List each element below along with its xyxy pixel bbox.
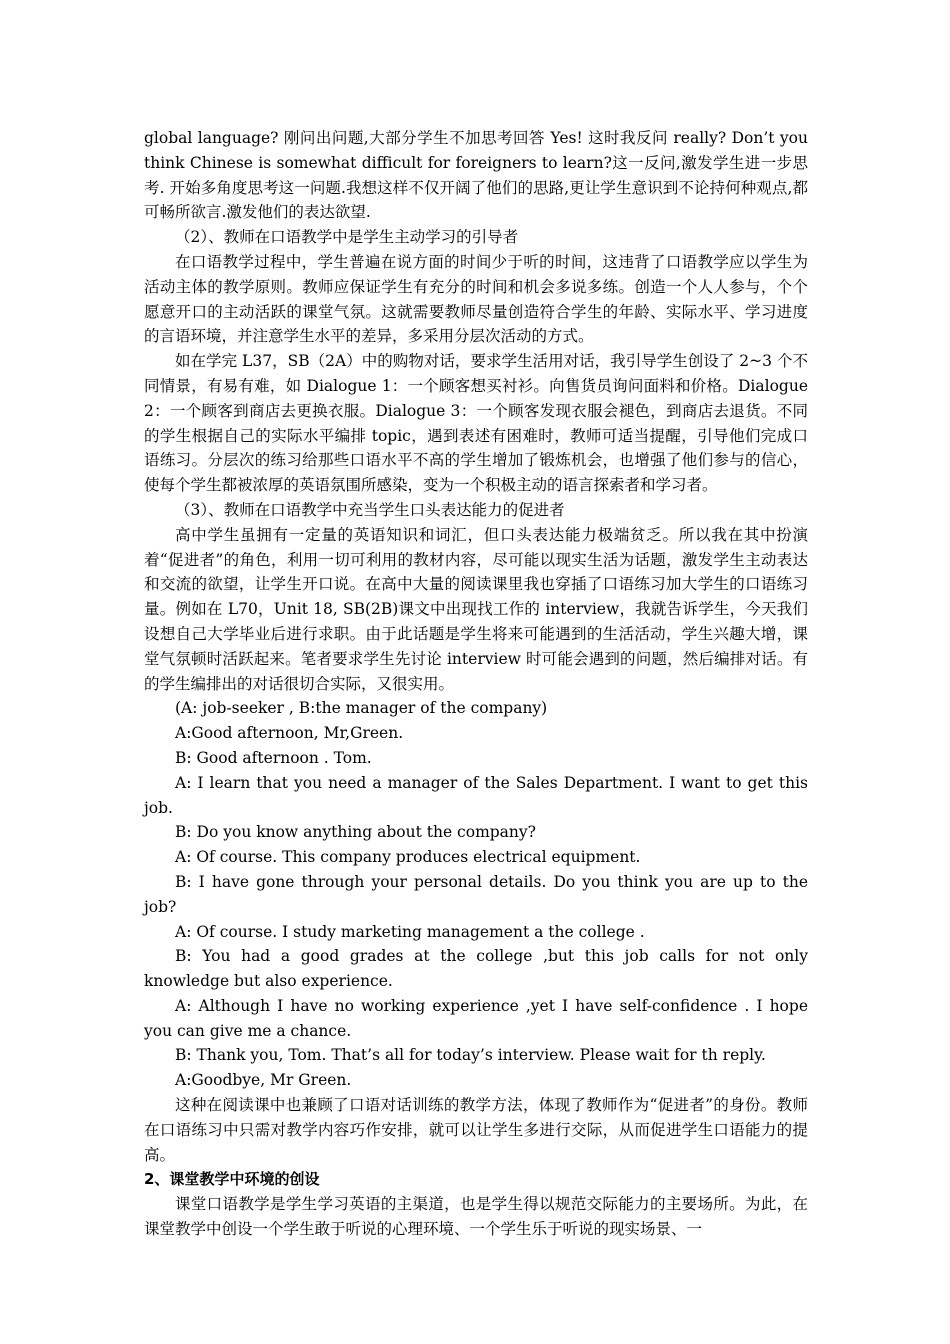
section-heading-classroom-environment: 2、课堂教学中环境的创设 [144, 1170, 320, 1189]
paragraph-high-school-students: 高中学生虽拥有一定量的英语知识和词汇，但口头表达能力极端贫乏。所以我在其中扮演着“促进者”的角色，利用一切可利用的教材内容，尽可能以现实生活为话题，激发学生主动表达和交流的欲望，让学生开口说。在高中大量的阅读课里我也穿插了口语练习加大学生的口语练习量。例如在 L70，Unit 18, SB(2B)课文中出现找工作的 interview，我就告诉学生，今天我们设想自己大学毕业后进行求职。由于此话题是学生将来可能遇到的生活活动，学生兴趣大增，课堂气氛顿时活跃起来。笔者要求学生先讨论 interview 时可能会遇到的问题，然后编排对话。有的学生编排出的对话很切合实际，又很实用。 [144, 525, 808, 693]
paragraph-shopping-dialogue: 如在学完 L37，SB（2A）中的购物对话，要求学生活用对话，我引导学生创设了 2~3 个不同情景，有易有难，如 Dialogue 1：一个顾客想买衬衫。向售货员询问面料和价格。Dialogue 2：一个顾客到商店去更换衣服。Dialogue 3：一个顾客发现衣服会褪色，到商店去退货。不同的学生根据自己的实际水平编排 topic，遇到表述有困难时，教师可适当提醒，引导他们完成口语练习。分层次的练习给那些口语水平不高的学生增加了锻炼机会，也增强了他们参与的信心，使每个学生都被浓厚的英语氛围所感染，变为一个积极主动的语言探索者和学习者。 [144, 352, 808, 495]
dialogue-line: B: You had a good grades at the college ,but this job calls for not only knowledge but also experience. [144, 947, 808, 991]
dialogue-line: A: Of course. This company produces electrical equipment. [175, 848, 641, 867]
paragraph-oral-teaching-process: 在口语教学过程中，学生普遍在说方面的时间少于听的时间，这违背了口语教学应以学生为活动主体的教学原则。教师应保证学生有充分的时间和机会多说多练。创造一个人人参与，个个愿意开口的主动活跃的课堂气氛。这就需要教师尽量创造符合学生的年龄、实际水平、学习进度的言语环境，并注意学生水平的差异，多采用分层次活动的方式。 [144, 252, 808, 346]
dialogue-line: B: Good afternoon . Tom. [175, 748, 372, 767]
dialogue-line: B: Do you know anything about the company? [175, 823, 536, 842]
subheading-guide: （2）、教师在口语教学中是学生主动学习的引导者 [175, 228, 519, 247]
dialogue-line: A: I learn that you need a manager of the Sales Department. I want to get this job. [144, 773, 808, 817]
dialogue-line: A:Good afternoon, Mr,Green. [175, 724, 404, 743]
dialogue-line: A: Of course. I study marketing management a the college . [175, 922, 645, 941]
paragraph-continued-intro: global language? 刚问出问题,大部分学生不加思考回答 Yes! 这时我反问 really? Don’t you think Chinese is somewhat difficult for foreigners to learn?这一反问,激发学生进一步思考. 开始多角度思考这一问题.我想这样不仅开阔了他们的思路,更让学生意识到不论持何种观点,都可畅所欲言.激发他们的表达欲望. [144, 129, 808, 222]
paragraph-reading-class-method: 这种在阅读课中也兼顾了口语对话训练的教学方法，体现了教师作为“促进者”的身份。教师在口语练习中只需对教学内容巧作安排，就可以让学生多进行交际，从而促进学生口语能力的提高。 [144, 1096, 808, 1164]
dialogue-line: A: Although I have no working experience ,yet I have self-confidence . I hope you can give me a chance. [144, 996, 808, 1040]
dialogue-line: B: Thank you, Tom. That’s all for today’s interview. Please wait for th reply. [175, 1046, 766, 1065]
paragraph-classroom-oral-teaching: 课堂口语教学是学生学习英语的主渠道，也是学生得以规范交际能力的主要场所。为此，在课堂教学中创设一个学生敢于听说的心理环境、一个学生乐于听说的现实场景、一 [144, 1195, 808, 1239]
dialogue-line: B: I have gone through your personal details. Do you think you are up to the job? [144, 872, 808, 916]
dialogue-line: A:Goodbye, Mr Green. [175, 1071, 352, 1090]
document-body [144, 126, 808, 1242]
dialogue-roles: (A: job-seeker , B:the manager of the company) [175, 699, 548, 718]
subheading-promoter: （3）、教师在口语教学中充当学生口头表达能力的促进者 [175, 500, 565, 519]
